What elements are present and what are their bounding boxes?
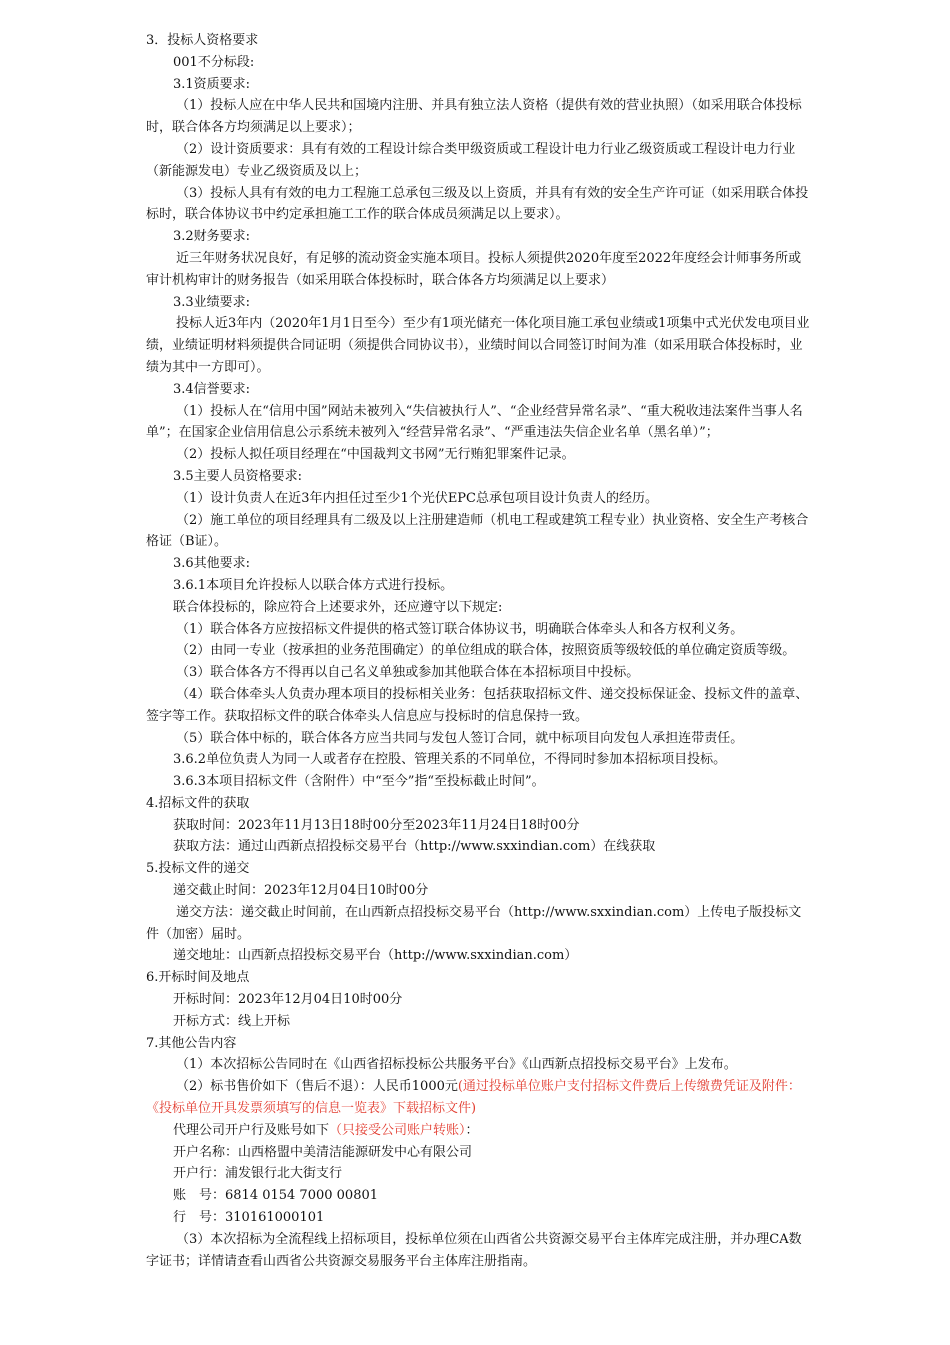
account-intro-text: 代理公司开户行及账号如下 <box>173 1122 330 1138</box>
online-bidding-notice: （3）本次招标为全流程线上招标项目，投标单位须在山西省公共资源交易平台主体库完成注册，并办理CA数字证书；详情请查看山西省公共资源交易服务平台主体库注册指南。 <box>146 1231 802 1269</box>
qualification-item-1: （1）投标人应在中华人民共和国境内注册、并具有独立法人资格（提供有效的营业执照）（如采用联合体投标时，联合体各方均须满足以上要求）； <box>146 98 802 136</box>
credit-item-2: （2）投标人拟任项目经理在“中国裁判文书网”无行贿犯罪案件记录。 <box>176 447 575 463</box>
account-intro <box>146 1120 811 1142</box>
price-notice <box>146 1076 811 1120</box>
submit-method: 递交方法：递交截止时间前，在山西新点招投标交易平台（http://www.sxxindian.com）上传电子版投标文件（加密）届时。 <box>146 904 802 942</box>
account-name: 开户名称：山西格盟中美清洁能源研发中心有限公司 <box>173 1144 473 1160</box>
document-body <box>146 30 811 1272</box>
consortium-rule-4: （4）联合体牵头人负责办理本项目的投标相关业务：包括获取招标文件、递交投标保证金、投标文件的盖章、签字等工作。获取招标文件的联合体牵头人信息应与投标时的信息保持一致。 <box>146 686 809 724</box>
publish-notice: （1）本次招标公告同时在《山西省招标投标公共服务平台》《山西新点招投标交易平台》上发布。 <box>176 1057 737 1073</box>
price-text: （2）标书售价如下（售后不退）：人民币1000元 <box>176 1079 458 1095</box>
section-5-title: 5.投标文件的递交 <box>146 861 250 877</box>
obtain-method: 获取方法：通过山西新点招投标交易平台（http://www.sxxindian.com）在线获取 <box>173 839 656 855</box>
opening-method: 开标方式：线上开标 <box>173 1013 291 1029</box>
personnel-heading: 3.5主要人员资格要求: <box>173 468 303 484</box>
consortium-rule-5: （5）联合体中标的，联合体各方应当共同与发包人签订合同，就中标项目向发包人承担连带责任。 <box>176 730 744 746</box>
consortium-allowed: 3.6.1本项目允许投标人以联合体方式进行投标。 <box>173 577 454 593</box>
qualification-item-2: （2）设计资质要求：具有有效的工程设计综合类甲级资质或工程设计电力行业乙级资质或工程设计电力行业（新能源发电）专业乙级资质及以上； <box>146 141 796 179</box>
consortium-rule-3: （3）联合体各方不得再以自己名义单独或参加其他联合体在本招标项目中投标。 <box>176 665 640 681</box>
credit-heading: 3.4信誉要求: <box>173 381 251 397</box>
opening-time: 开标时间：2023年12月04日10时00分 <box>173 992 403 1008</box>
submit-address: 递交地址：山西新点招投标交易平台（http://www.sxxindian.com） <box>173 948 578 964</box>
account-bank: 开户行：浦发银行北大街支行 <box>173 1166 343 1182</box>
personnel-item-1: （1）设计负责人在近3年内担任过至少1个光伏EPC总承包项目设计负责人的经历。 <box>176 490 658 506</box>
performance-heading: 3.3业绩要求: <box>173 294 251 310</box>
section-3-title: 3．投标人资格要求 <box>146 33 259 48</box>
account-transfer-note: （只接受公司账户转账） <box>329 1122 466 1138</box>
consortium-intro: 联合体投标的，除应符合上述要求外，还应遵守以下规定: <box>173 599 503 615</box>
performance-text: 投标人近3年内（2020年1月1日至今）至少有1项光储充一体化项目施工承包业绩或1项集中式光伏发电项目业绩，业绩证明材料须提供合同证明（须提供合同协议书），业绩时间以合同签订时间为准（如采用联合体投标时，业绩为其中一方即可）。 <box>146 316 810 375</box>
section-4-title: 4.招标文件的获取 <box>146 795 250 811</box>
submit-deadline: 递交截止时间：2023年12月04日10时00分 <box>173 883 429 899</box>
finance-heading: 3.2财务要求: <box>173 229 251 245</box>
account-intro-colon: ： <box>465 1122 479 1138</box>
personnel-item-2: （2）施工单位的项目经理具有二级及以上注册建造师（机电工程或建筑工程专业）执业资格、安全生产考核合格证（B证）。 <box>146 512 809 550</box>
credit-item-1: （1）投标人在“信用中国”网站未被列入“失信被执行人”、“企业经营异常名录”、“重大税收违法案件当事人名单”；在国家企业信用信息公示系统未被列入“经营异常名录”、“严重违法失信企业名单（黑名单）”； <box>146 403 803 441</box>
section-6-title: 6.开标时间及地点 <box>146 970 250 986</box>
price-payment-note: (通过投标单位账户支付招标文件费后上传缴费凭证及附件：《投标单位开具发票须填写的信息一览表》下载招标文件) <box>146 1079 801 1117</box>
qualification-heading: 3.1资质要求: <box>173 76 251 92</box>
qualification-item-3: （3）投标人具有有效的电力工程施工总承包三级及以上资质，并具有有效的安全生产许可证（如采用联合体投标时，联合体协议书中约定承担施工工作的联合体成员须满足以上要求）。 <box>146 185 809 223</box>
rule-3-6-2: 3.6.2单位负责人为同一人或者存在控股、管理关系的不同单位，不得同时参加本招标项目投标。 <box>173 752 727 768</box>
finance-text: 近三年财务状况良好，有足够的流动资金实施本项目。投标人须提供2020年度至2022年度经会计师事务所或审计机构审计的财务报告（如采用联合体投标时，联合体各方均须满足以上要求） <box>146 250 802 288</box>
bank-code: 行 号：310161000101 <box>173 1210 325 1226</box>
obtain-time: 获取时间：2023年11月13日18时00分至2023年11月24日18时00分 <box>173 817 580 833</box>
account-number: 账 号：6814 0154 7000 00801 <box>173 1188 379 1204</box>
consortium-rule-1: （1）联合体各方应按招标文件提供的格式签订联合体协议书，明确联合体牵头人和各方权利义务。 <box>176 621 744 637</box>
consortium-rule-2: （2）由同一专业（按承担的业务范围确定）的单位组成的联合体，按照资质等级较低的单位确定资质等级。 <box>176 643 796 659</box>
rule-3-6-3: 3.6.3本项目招标文件（含附件）中“至今”指“至投标截止时间”。 <box>173 774 545 790</box>
section-7-title: 7.其他公告内容 <box>146 1035 237 1051</box>
other-heading: 3.6其他要求: <box>173 556 251 572</box>
lot-label: 001不分标段: <box>173 54 255 70</box>
